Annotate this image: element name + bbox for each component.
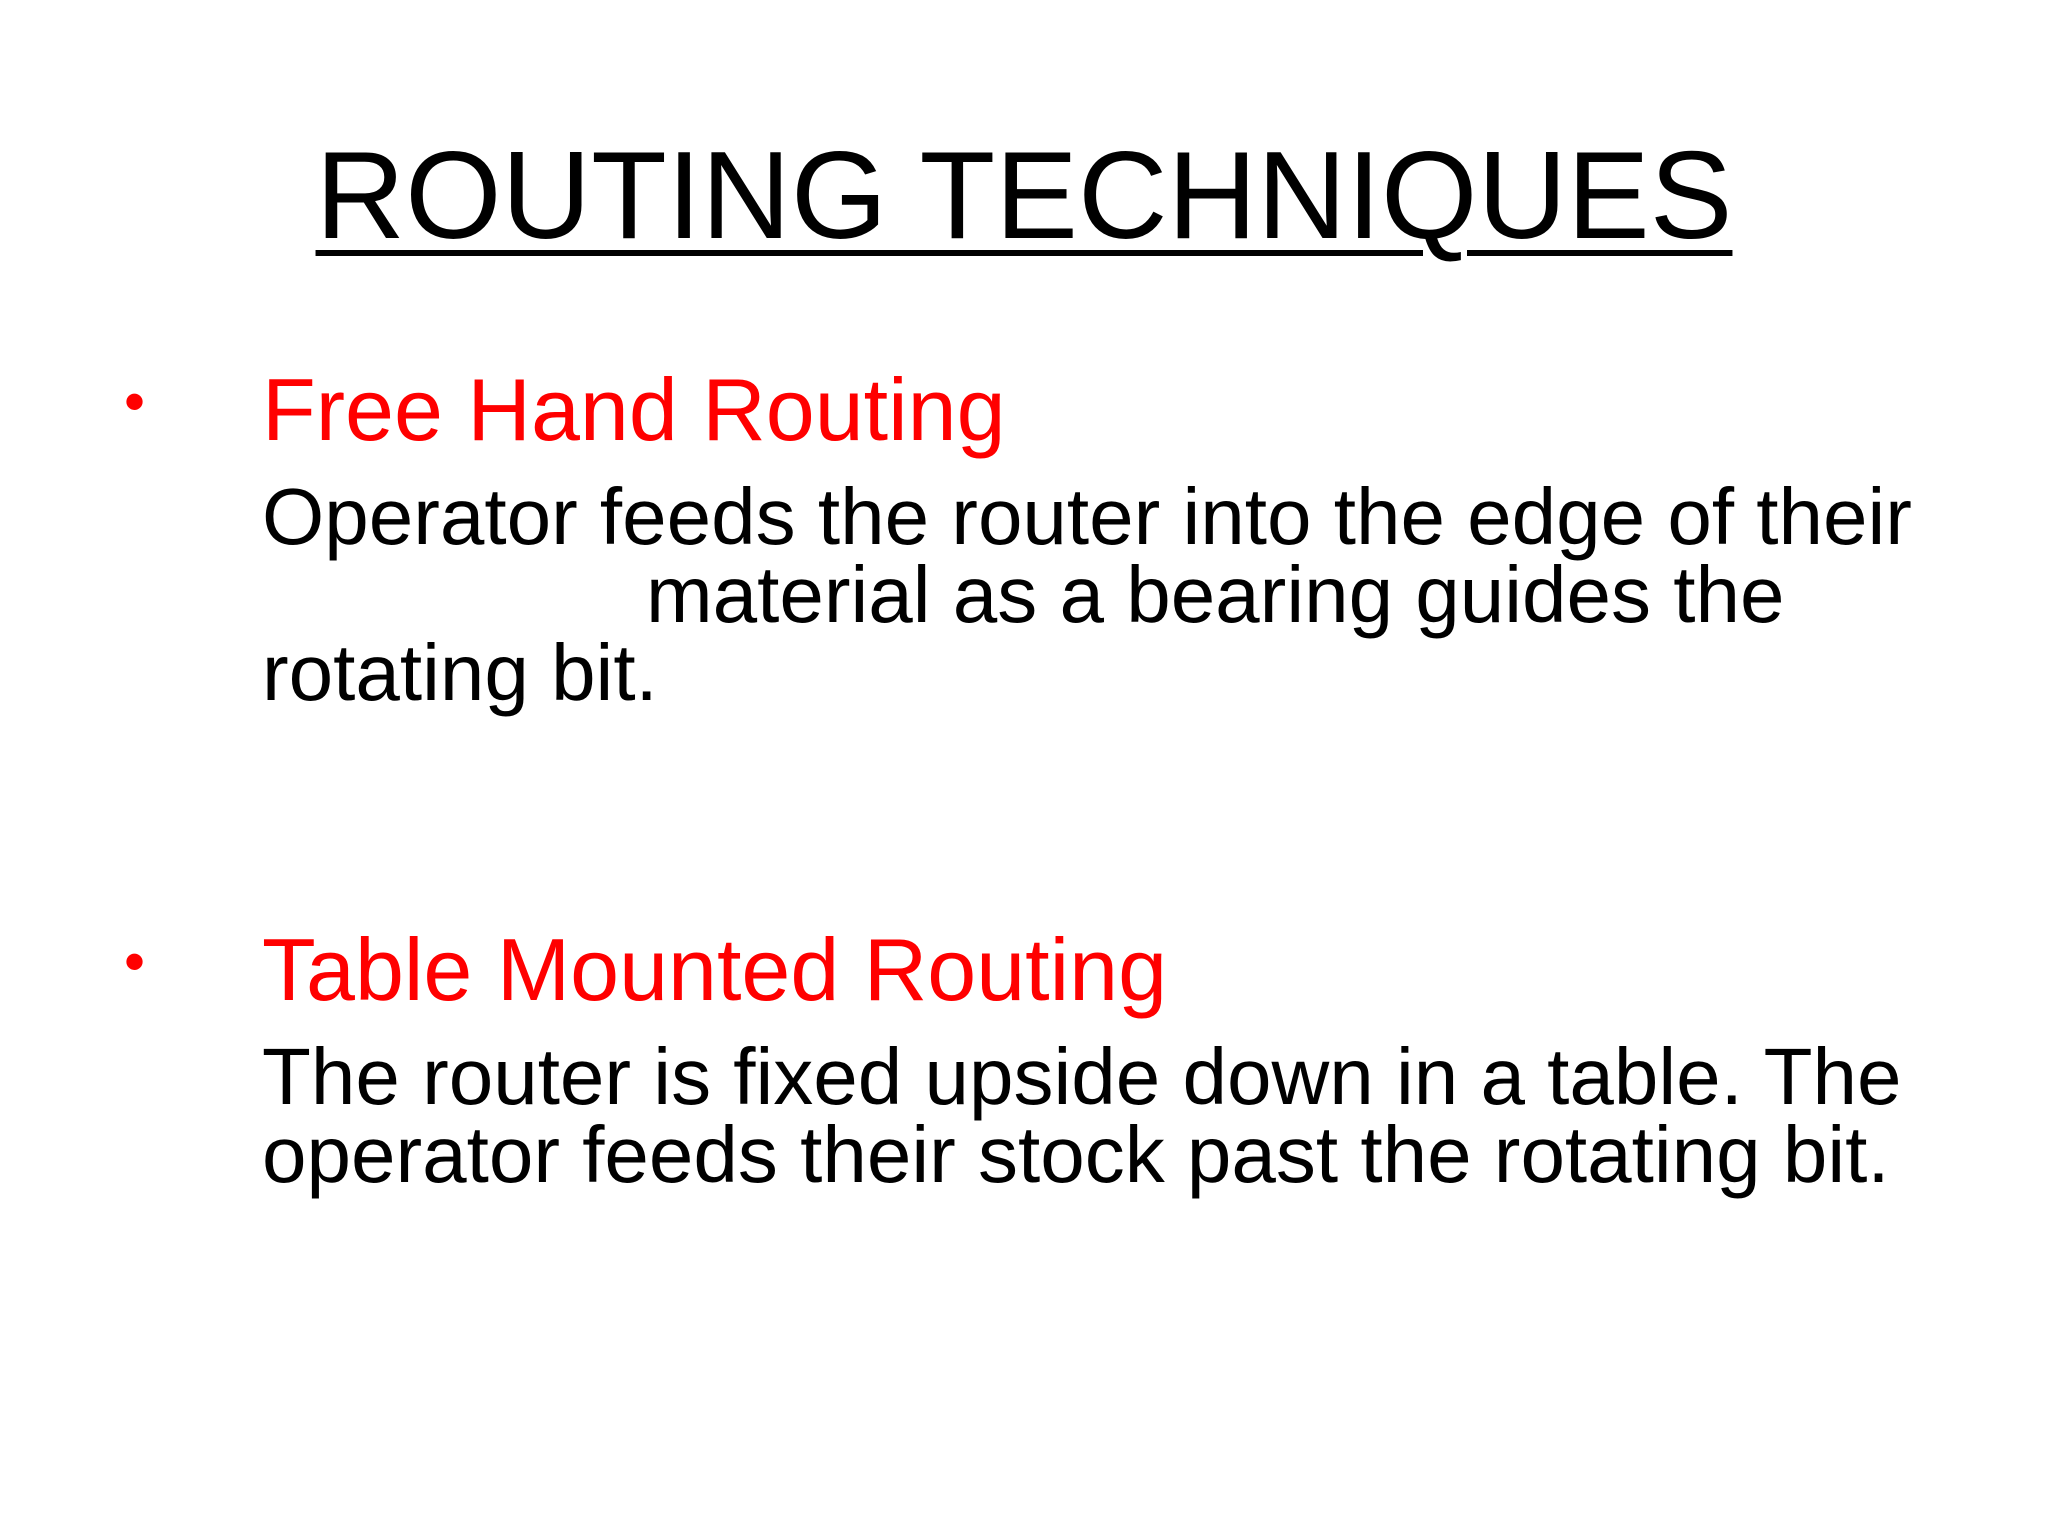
item-heading-table-mounted: Table Mounted Routing	[262, 920, 1168, 1019]
item-body-line: rotating bit.	[262, 628, 658, 717]
item-body-line: Operator feeds the router into the edge of their	[262, 472, 1912, 561]
bullet-dot-icon: •	[124, 928, 146, 995]
slide-title: ROUTING TECHNIQUES	[315, 127, 1733, 265]
item-body-line: The router is fixed upside down in a table. The	[262, 1032, 1902, 1121]
item-heading-free-hand: Free Hand Routing	[262, 360, 1006, 459]
item-body-line: material as a bearing guides the	[646, 550, 1785, 639]
bullet-dot-icon: •	[124, 368, 146, 435]
item-body-line: operator feeds their stock past the rotating bit.	[262, 1110, 1890, 1199]
